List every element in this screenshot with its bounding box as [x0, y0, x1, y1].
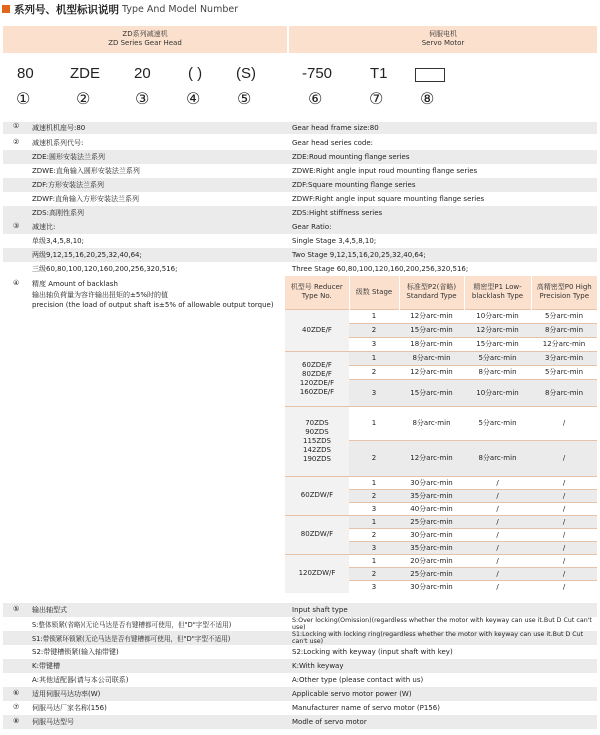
- table-row: 2 12分arc-min 8分arc-min 5分arc-min: [285, 365, 597, 379]
- table-row: 2 35分arc-min / /: [285, 489, 597, 502]
- section-index: ⑤: [13, 605, 20, 613]
- section-2-row: ZDWE:直角输入圆形安装法兰系列 ZDWE:Right angle input roud mounting flange series: [32, 167, 478, 175]
- backlash-table: [285, 276, 597, 593]
- code-power: -750: [302, 65, 333, 82]
- table-row: 60ZDW/F 1 30分arc-min / /: [285, 476, 597, 489]
- table-row: 80ZDW/F 1 25分arc-min / /: [285, 515, 597, 528]
- title-square-icon: [2, 5, 10, 13]
- section-index: ⑥: [13, 689, 20, 697]
- section-index: ③: [13, 222, 20, 230]
- section-index: ⑦: [13, 703, 20, 711]
- col-header-model: 机型号 Reducer Type No.: [285, 276, 349, 309]
- table-row: 3 35分arc-min / /: [285, 541, 597, 554]
- code-precision: ( ): [188, 65, 203, 82]
- section-5-row: K:带键槽 K:With keyway: [3, 659, 597, 673]
- section-4-description: ④ 精度 Amount of backlash 输出轴负荷量为容许输出扭矩的±5%时的值 precision (the load of output shaft is±5% of allowable output torque): [3, 276, 285, 603]
- circled-number-8: ⑧: [420, 89, 435, 108]
- circled-number-2: ②: [76, 89, 91, 108]
- table-row: 60ZDE/F 80ZDE/F 120ZDE/F 160ZDE/F 1 8分arc-min 5分arc-min 3分arc-min: [285, 351, 597, 365]
- gear-head-header: ZD系列减速机 ZD Series Gear Head: [3, 26, 287, 53]
- section-5-row: ⑤ 输出轴型式 Input shaft type: [3, 603, 597, 617]
- servo-motor-header: 伺服电机 Servo Motor: [289, 26, 597, 53]
- section-2-row: ZDE:圆形安装法兰系列 ZDE:Roud mounting flange series: [3, 150, 597, 164]
- code-manufacturer: T1: [370, 65, 388, 82]
- title-cn: 系列号、机型标识说明: [14, 3, 119, 16]
- table-row: 2 30分arc-min / /: [285, 528, 597, 541]
- table-row: 2 25分arc-min / /: [285, 567, 597, 580]
- section-5-row: S1:带锁紧环锁紧(无论马达是否有键槽都可使用，但"D"字型不适用) S1:Locking with locking ring(regardless whether the motor with keyway can use it.But D Cut can't use): [3, 631, 597, 645]
- section-2-row: ② 减速机系列代号: Gear head series code:: [13, 138, 374, 147]
- section-3-row: ③ 减速比: Gear Ratio:: [3, 220, 597, 234]
- circled-number-6: ⑥: [308, 89, 323, 108]
- table-row: 2 12分arc-min 8分arc-min /: [285, 440, 597, 476]
- code-frame-size: 80: [17, 65, 34, 82]
- circled-number-3: ③: [135, 89, 150, 108]
- circled-number-5: ⑤: [237, 89, 252, 108]
- model-cell: 60ZDW/F: [285, 476, 349, 515]
- section-index: ①: [13, 122, 20, 130]
- title-en: Type And Model Number: [122, 3, 239, 15]
- model-cell: 60ZDE/F 80ZDE/F 120ZDE/F 160ZDE/F: [285, 351, 349, 406]
- page-title: [2, 1, 238, 17]
- code-shaft: (S): [236, 65, 256, 82]
- table-row: 3 30分arc-min / /: [285, 580, 597, 593]
- circled-number-7: ⑦: [369, 89, 384, 108]
- col-header-standard: 标准型P2(省略) Standard Type: [399, 276, 464, 309]
- section-index: ⑧: [13, 717, 20, 725]
- section-index: ④: [13, 279, 20, 287]
- model-cell: 40ZDE/F: [285, 309, 349, 351]
- model-cell: 80ZDW/F: [285, 515, 349, 554]
- col-header-stage: 级数 Stage: [349, 276, 399, 309]
- section-1-row: ① 减速机机座号:80 Gear head frame size:80: [3, 122, 597, 134]
- section-7-row: ⑦ 伺服马达厂家名称(156) Manufacturer name of servo motor (P156): [13, 703, 440, 712]
- section-3-row: 两级9,12,15,16,20,25,32,40,64; Two Stage 9,12,15,16,20,25,32,40,64;: [3, 248, 597, 262]
- table-row: 3 15分arc-min 10分arc-min 8分arc-min: [285, 379, 597, 406]
- section-2-row: ZDWF:直角输入方形安装法兰系列 ZDWF:Right angle input square mounting flange series: [32, 195, 485, 203]
- circled-number-4: ④: [186, 89, 201, 108]
- col-header-high-precision: 高精密型P0 High Precision Type: [531, 276, 597, 309]
- model-header-band: [3, 26, 597, 53]
- section-5-row: S:整体锁紧(省略)(无论马达是否有键槽都可使用，但"D"字型不适用) S:Over locking(Omission)(regardless whether the motor with keyway can use it.But D Cut can't use): [32, 617, 592, 631]
- section-index: ②: [13, 138, 20, 146]
- section-5-row: A:其他适配器(请与本公司联系) A:Other type (please contact with us): [32, 676, 424, 684]
- col-header-low-backlash: 精密型P1 Low-blacklash Type: [464, 276, 531, 309]
- section-3-row: 三级60,80,100,120,160,200,256,320,516; Three Stage 60,80,100,120,160,200,256,320,516;: [32, 265, 469, 273]
- section-5-row: S2:带键槽锁紧(输入轴带键) S2:Locking with keyway (input shaft with key): [32, 648, 453, 656]
- table-row: 3 18分arc-min 15分arc-min 12分arc-min: [285, 337, 597, 351]
- section-6-row: ⑥ 适用伺服马达功率(W) Applicable servo motor power (W): [3, 687, 597, 701]
- section-8-row: ⑧ 伺服马达型号 Modle of servo motor: [3, 715, 597, 729]
- model-cell: 120ZDW/F: [285, 554, 349, 593]
- table-row: 3 40分arc-min / /: [285, 502, 597, 515]
- table-row: 120ZDW/F 1 20分arc-min / /: [285, 554, 597, 567]
- code-series: ZDE: [70, 65, 100, 82]
- code-ratio: 20: [134, 65, 151, 82]
- table-row: 70ZDS 90ZDS 115ZDS 142ZDS 190ZDS 1 8分arc-min 5分arc-min /: [285, 406, 597, 440]
- table-row: 2 15分arc-min 12分arc-min 8分arc-min: [285, 323, 597, 337]
- section-2-row: ZDF:方形安装法兰系列 ZDF:Square mounting flange series: [3, 178, 597, 192]
- section-3-row: 单级3,4,5,8,10; Single Stage 3,4,5,8,10;: [32, 237, 377, 245]
- circled-number-1: ①: [16, 89, 31, 108]
- table-row: 40ZDE/F 1 12分arc-min 10分arc-min 5分arc-min: [285, 309, 597, 323]
- model-cell: 70ZDS 90ZDS 115ZDS 142ZDS 190ZDS: [285, 406, 349, 476]
- section-2-row: ZDS:高刚性系列 ZDS:Hight stiffness series: [3, 206, 597, 220]
- code-motor-model-box: [415, 68, 445, 82]
